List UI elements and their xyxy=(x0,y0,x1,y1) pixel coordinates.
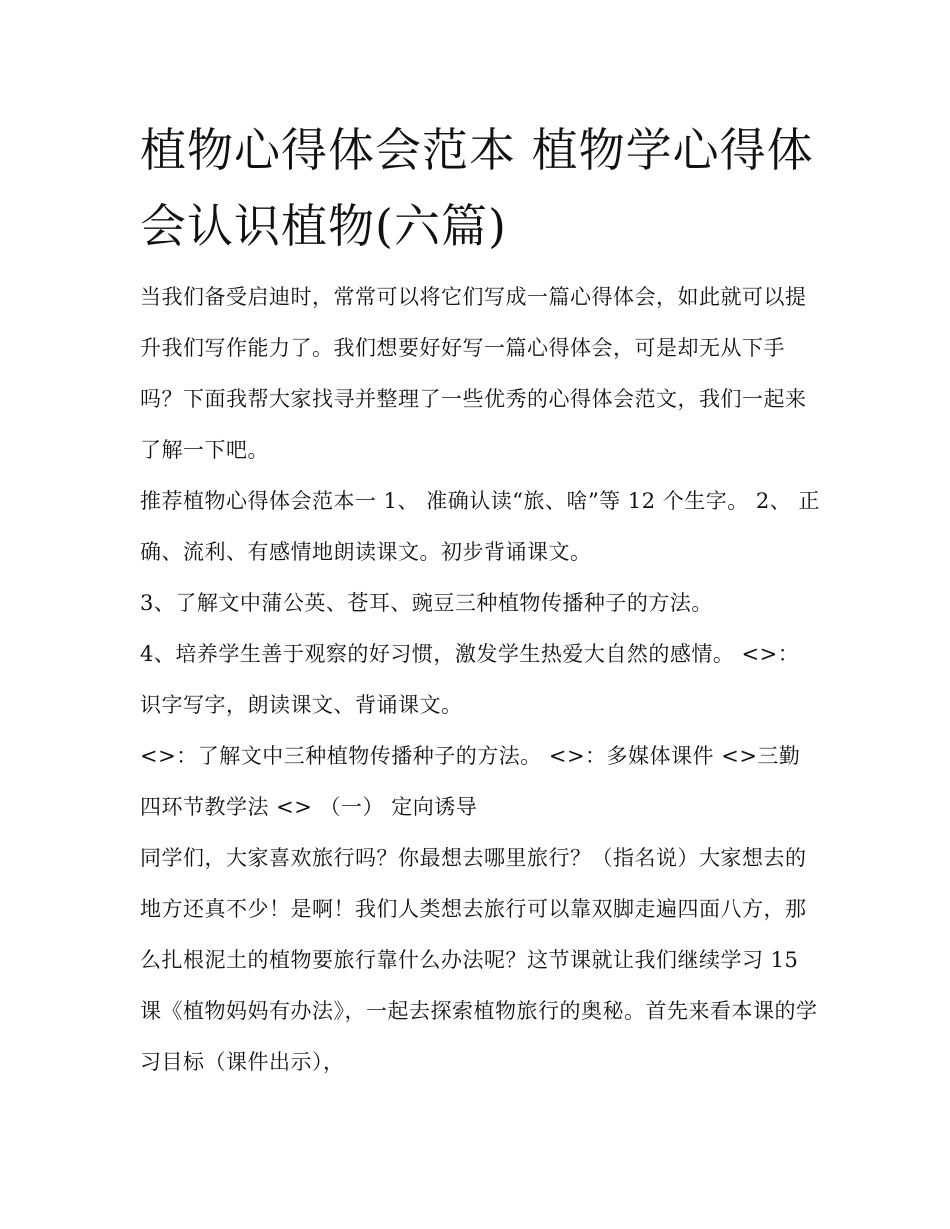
paragraph-objective-4: 4、培养学生善于观察的好习惯，激发学生热爱大自然的感情。 <>：识字写字，朗读课文、背诵课文。 xyxy=(140,642,800,717)
document-title: 植物心得体会范本 植物学心得体会认识植物(六篇) xyxy=(140,123,814,253)
paragraph-methods: <>：了解文中三种植物传播种子的方法。 <>：多媒体课件 <>三勤四环节教学法 <> （一） 定向诱导 xyxy=(140,744,801,819)
paragraph-objective-3: 3、了解文中蒲公英、苍耳、豌豆三种植物传播种子的方法。 xyxy=(140,591,713,615)
document-body xyxy=(140,272,820,1088)
paragraph-intro: 当我们备受启迪时，常常可以将它们写成一篇心得体会，如此就可以提升我们写作能力了。我们想要好好写一篇心得体会，可是却无从下手吗？下面我帮大家找寻并整理了一些优秀的心得体会范文，我们一起来了解一下吧。 xyxy=(140,285,807,462)
document-page xyxy=(140,112,820,1088)
paragraph-objectives-1-2: 推荐植物心得体会范本一 1、 准确认读“旅、啥”等 12 个生字。 2、 正确、流利、有感情地朗读课文。初步背诵课文。 xyxy=(140,489,820,564)
paragraph-lesson-intro: 同学们，大家喜欢旅行吗？你最想去哪里旅行？（指名说）大家想去的地方还真不少！是啊！我们人类想去旅行可以靠双脚走遍四面八方，那么扎根泥土的植物要旅行靠什么办法呢？这节课就让我们继续学习 15 课《植物妈妈有办法》，一起去探索植物旅行的奥秘。首先来看本课的学习目标（课件出示）， xyxy=(140,846,818,1074)
